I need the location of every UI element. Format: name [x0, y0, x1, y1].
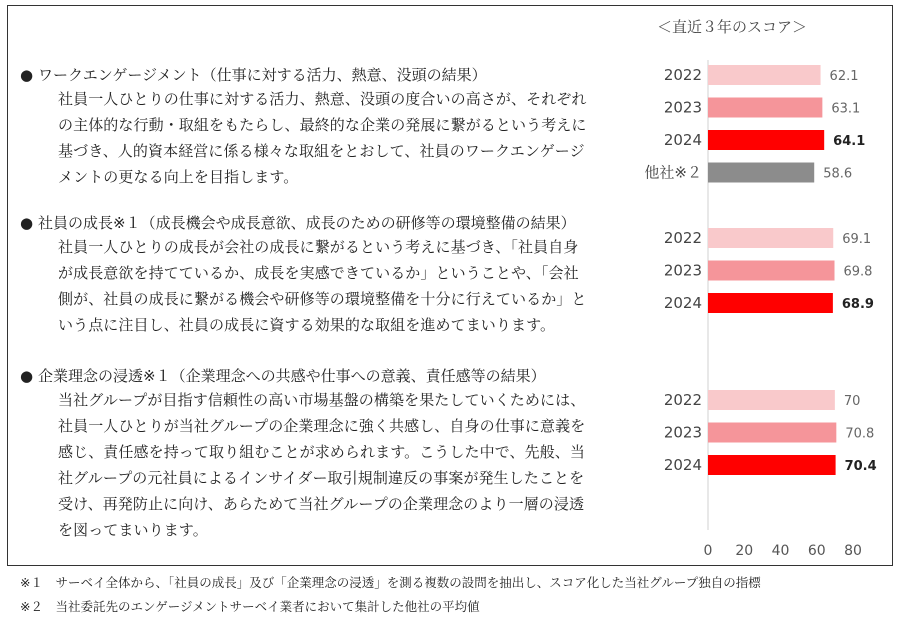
data-label: 70 — [843, 394, 861, 409]
body-line: 受け、再発防止に向け、あらためて当社グループの企業理念のより一層の浸透 — [58, 495, 585, 513]
data-label: 69.8 — [843, 264, 873, 280]
category-label: 2022 — [663, 66, 702, 84]
data-label: 70.4 — [844, 459, 877, 474]
category-label: 2022 — [663, 229, 702, 247]
body-line: 社員一人ひとりが当社グループの企業理念に強く共感し、自身の仕事に意義を — [58, 417, 586, 435]
data-label: 63.1 — [831, 101, 861, 117]
body-line: 側が、社員の成長に繋がる機会や研修等の環境整備を十分に行えているか」と — [58, 290, 587, 308]
x-tick-label: 20 — [735, 543, 754, 559]
bullet-icon: ● — [20, 214, 34, 232]
body-line: いう点に注目し、社員の成長に資する効果的な取組を進めてまいります。 — [58, 316, 556, 334]
x-tick-label: 80 — [844, 543, 862, 559]
heading-text: 企業理念の浸透※１（企業理念への共感や仕事への意義、責任感等の結果） — [38, 367, 546, 385]
category-label: 2023 — [663, 98, 702, 117]
bar — [708, 98, 822, 118]
bar — [708, 228, 833, 248]
category-label: 2023 — [663, 423, 702, 442]
data-label: 64.1 — [833, 134, 866, 149]
bar — [708, 163, 814, 183]
bar — [708, 261, 835, 281]
data-label: 62.1 — [829, 69, 859, 84]
x-tick-label: 40 — [771, 543, 790, 559]
body-line: 感じ、責任感を持って取り組むことが求められます。こうした中で、先般、当 — [58, 443, 586, 461]
chart-title: ＜直近３年のスコア＞ — [656, 18, 807, 36]
bar — [708, 130, 824, 150]
heading-text: ワークエンゲージメント（仕事に対する活力、熱意、没頭の結果） — [38, 66, 487, 84]
data-label: 58.6 — [823, 166, 853, 182]
body-line: を図ってまいります。 — [58, 521, 208, 539]
footnote-1: ※１ サーベイ全体から、「社員の成長」及び「企業理念の浸透」を測る複数の設問を抽出し、スコア化した当社グループ独自の指標 — [20, 575, 761, 590]
data-label: 70.8 — [845, 426, 875, 442]
bullet-icon: ● — [20, 367, 34, 385]
category-label: 2024 — [663, 456, 702, 474]
category-label: 2024 — [663, 294, 702, 312]
heading-text: 社員の成長※１（成長機会や成長意欲、成長のための研修等の環境整備の結果） — [38, 214, 576, 232]
bar — [708, 65, 821, 85]
body-line: 基づき、人的資本経営に係る様々な取組をとおして、社員のワークエンゲージ — [58, 142, 585, 160]
body-line: 当社グループが目指す信頼性の高い市場基盤の構築を果たしていくためには、 — [58, 391, 586, 409]
x-tick-label: 0 — [703, 543, 713, 559]
category-label: 2022 — [663, 391, 702, 409]
bar — [708, 293, 833, 313]
bar — [708, 423, 836, 443]
body-line: が成長意欲を持てているか、成長を実感できているか」ということや、「会社 — [58, 264, 579, 282]
body-line: の主体的な行動・取組をもたらし、最終的な企業の発展に繋がるという考えに — [58, 116, 587, 134]
x-tick-label: 60 — [807, 543, 826, 559]
category-label: 2023 — [663, 261, 702, 280]
bar — [708, 390, 835, 410]
bullet-icon: ● — [20, 66, 34, 84]
category-label: 他社※２ — [644, 163, 702, 182]
category-label: 2024 — [663, 131, 702, 149]
body-line: 社員一人ひとりの成長が会社の成長に繋がるという考えに基づき、「社員自身 — [58, 238, 579, 256]
body-line: メントの更なる向上を目指します。 — [58, 168, 299, 186]
data-label: 68.9 — [841, 297, 874, 312]
bar — [708, 455, 836, 475]
body-line: 社員一人ひとりの仕事に対する活力、熱意、没頭の度合いの高さが、それぞれ — [58, 90, 587, 108]
footnote-2: ※２ 当社委託先のエンゲージメントサーベイ業者において集計した他社の平均値 — [20, 599, 480, 614]
data-label: 69.1 — [842, 232, 872, 247]
body-line: 社グループの元社員によるインサイダー取引規制違反の事案が発生したことを — [58, 469, 585, 487]
